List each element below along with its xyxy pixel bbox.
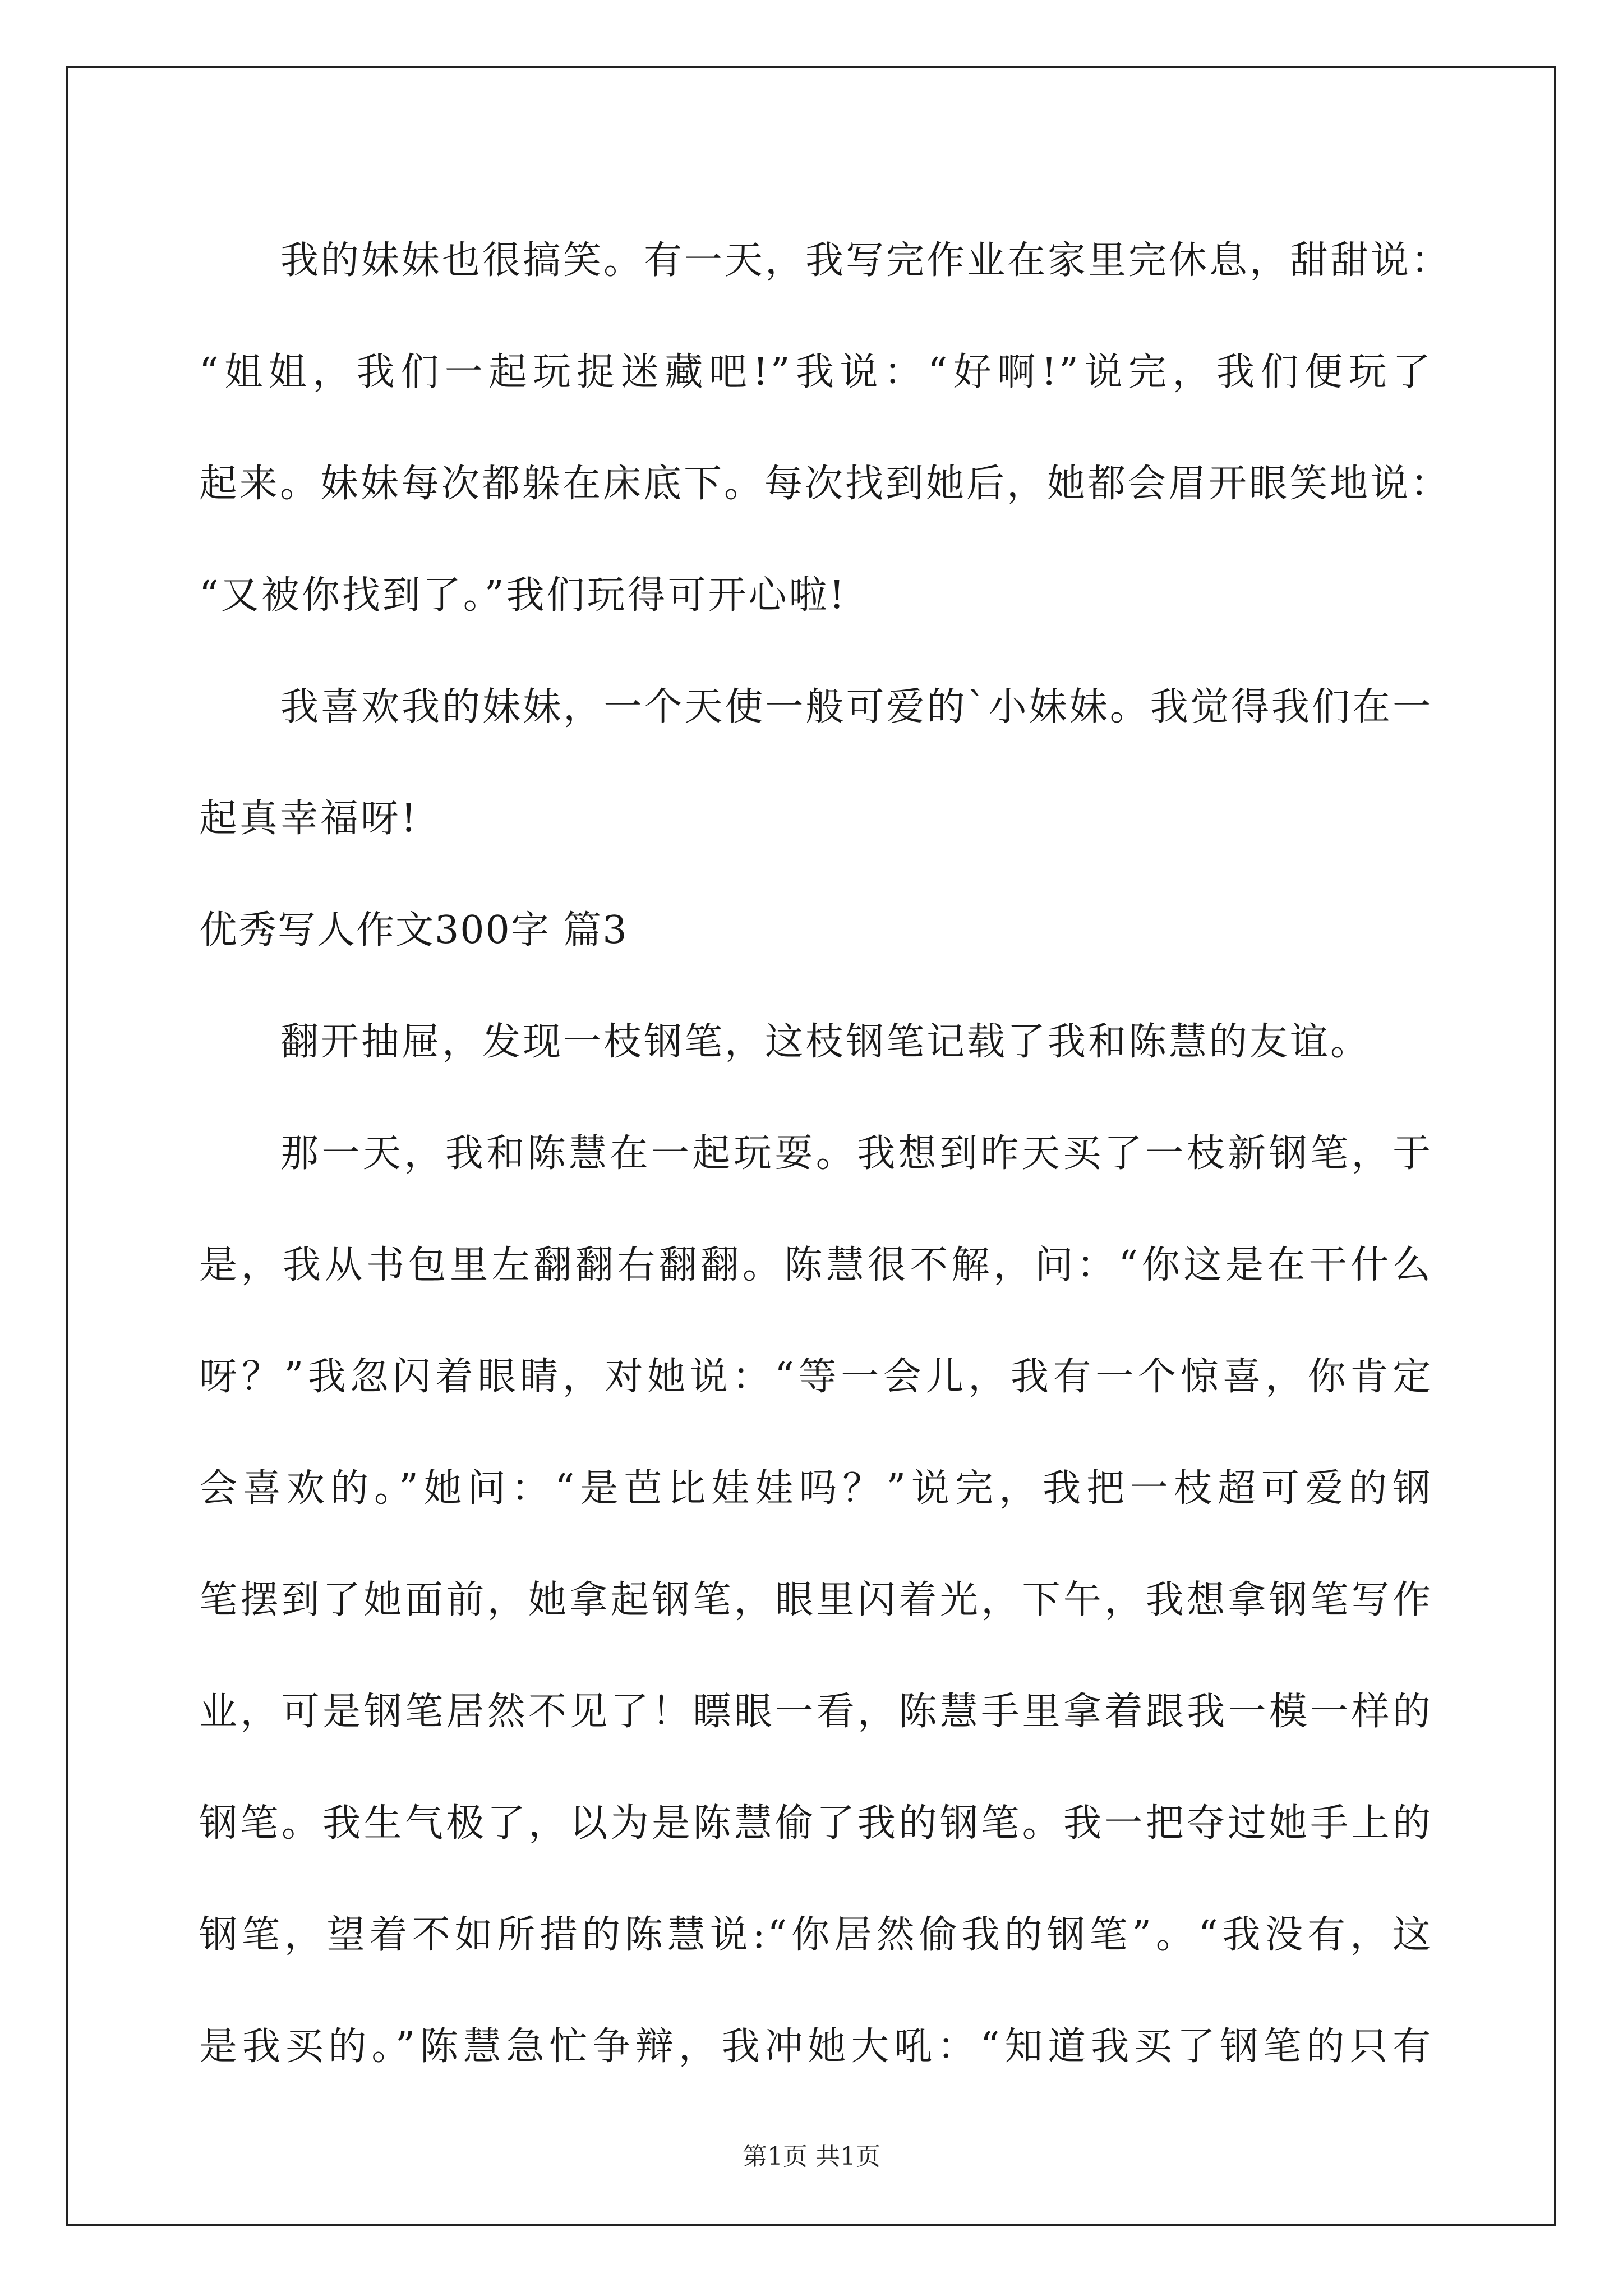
paragraph-2	[199, 651, 1433, 875]
page-footer: 第1页 共1页	[743, 2142, 880, 2171]
text-line: 起真幸福呀!	[199, 797, 419, 841]
document-body	[199, 205, 1452, 2102]
text-line: 笔摆到了她面前，她拿起钢笔，眼里闪着光，下午，我想拿钢笔写作	[199, 1578, 1433, 1622]
section-heading: 优秀写人作文300字 篇3	[199, 908, 628, 953]
paragraph-3	[199, 986, 1433, 1098]
text-line: 呀？”我忽闪着眼睛，对她说：“等一会儿，我有一个惊喜，你肯定	[199, 1355, 1433, 1399]
text-line: “姐姐，我们一起玩捉迷藏吧!”我说：“好啊!”说完，我们便玩了	[199, 350, 1433, 394]
paragraph-1	[199, 205, 1452, 651]
text-line: 业，可是钢笔居然不见了！瞟眼一看，陈慧手里拿着跟我一模一样的	[199, 1690, 1433, 1734]
text-line: 是我买的。”陈慧急忙争辩，我冲她大吼：“知道我买了钢笔的只有	[199, 2024, 1433, 2069]
text-line: 翻开抽屉，发现一枝钢笔，这枝钢笔记载了我和陈慧的友谊。	[280, 1020, 1371, 1064]
text-line: 钢笔。我生气极了，以为是陈慧偷了我的钢笔。我一把夺过她手上的	[199, 1801, 1433, 1846]
text-line: “又被你找到了。”我们玩得可开心啦!	[199, 573, 847, 618]
text-line: 钢笔，望着不如所措的陈慧说:“你居然偷我的钢笔”。“我没有，这	[199, 1913, 1433, 1957]
text-line: 会喜欢的。”她问：“是芭比娃娃吗？”说完，我把一枝超可爱的钢	[199, 1466, 1433, 1511]
text-line: 那一天，我和陈慧在一起玩耍。我想到昨天买了一枝新钢笔，于	[280, 1131, 1433, 1176]
text-line: 我的妹妹也很搞笑。有一天，我写完作业在家里完休息，甜甜说：	[280, 238, 1452, 283]
text-line: 起来。妹妹每次都躲在床底下。每次找到她后，她都会眉开眼笑地说：	[199, 462, 1451, 506]
text-line: 我喜欢我的妹妹，一个天使一般可爱的`小妹妹。我觉得我们在一	[280, 685, 1433, 729]
text-line: 是，我从书包里左翻翻右翻翻。陈慧很不解，问：“你这是在干什么	[199, 1243, 1433, 1287]
paragraph-4	[199, 1098, 1433, 2102]
